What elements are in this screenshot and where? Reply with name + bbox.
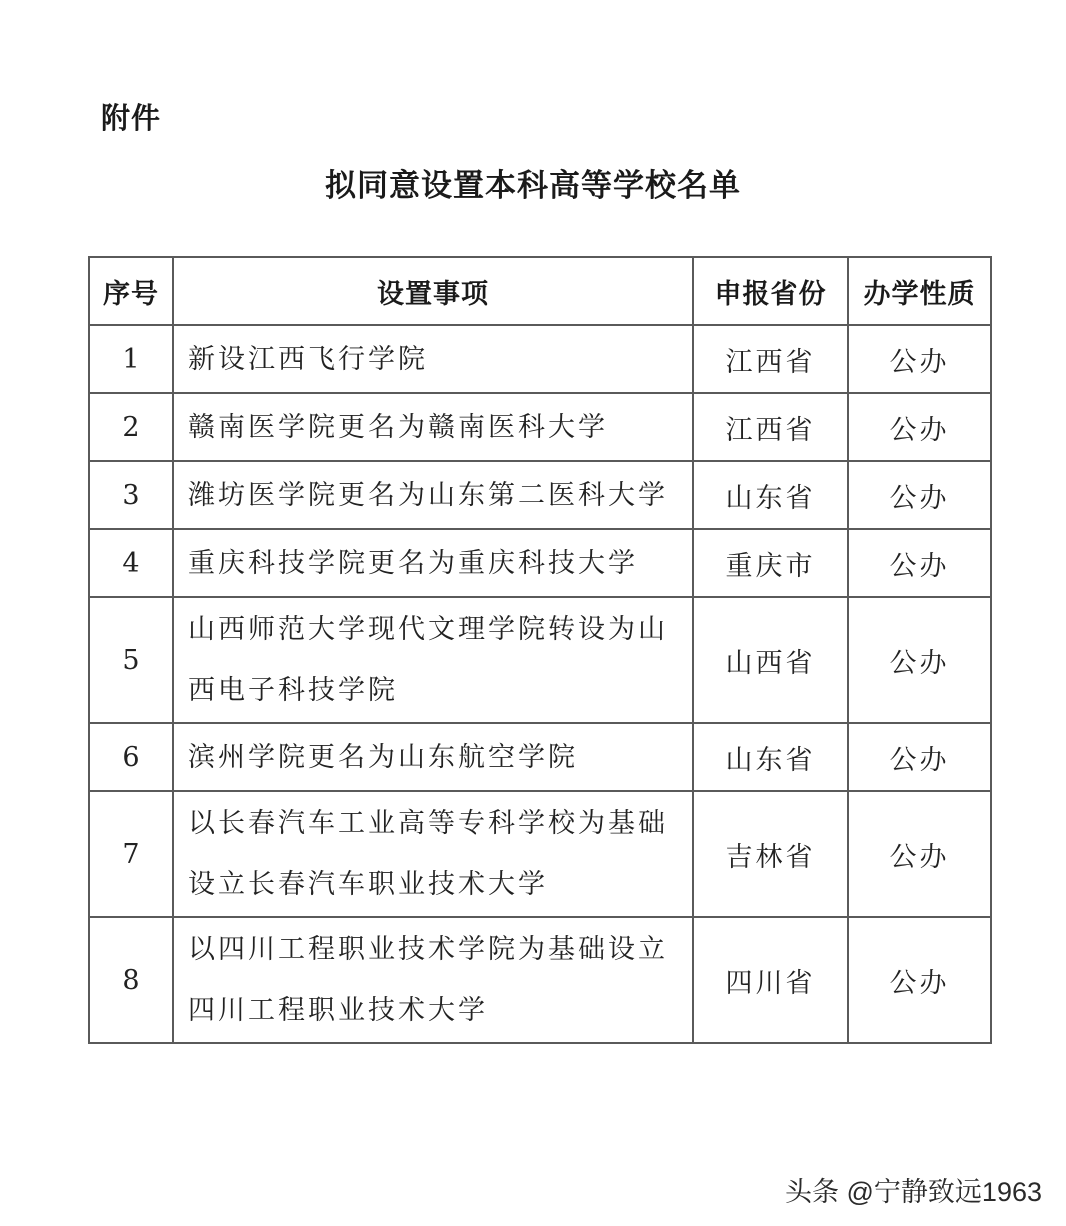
cell-nature: 公办 (848, 325, 991, 393)
cell-province: 江西省 (693, 325, 848, 393)
cell-nature: 公办 (848, 461, 991, 529)
watermark: 头条 @宁静致远1963 (785, 1177, 1042, 1207)
table-row (89, 723, 991, 791)
header-seq: 序号 (89, 257, 173, 325)
table-header-row (89, 257, 991, 325)
document-title: 拟同意设置本科高等学校名单 (325, 168, 741, 204)
header-item: 设置事项 (173, 257, 693, 325)
cell-item: 以长春汽车工业高等专科学校为基础设立长春汽车职业技术大学 (173, 791, 693, 917)
cell-seq: 3 (89, 461, 173, 529)
cell-province: 山东省 (693, 723, 848, 791)
table-row (89, 325, 991, 393)
school-list-table (88, 256, 992, 1044)
cell-seq: 6 (89, 723, 173, 791)
cell-nature: 公办 (848, 597, 991, 723)
attachment-label: 附件 (101, 101, 162, 135)
cell-province: 四川省 (693, 917, 848, 1043)
cell-nature: 公办 (848, 723, 991, 791)
cell-seq: 7 (89, 791, 173, 917)
cell-province: 重庆市 (693, 529, 848, 597)
cell-item: 以四川工程职业技术学院为基础设立四川工程职业技术大学 (173, 917, 693, 1043)
cell-nature: 公办 (848, 529, 991, 597)
table-row (89, 917, 991, 1043)
cell-province: 吉林省 (693, 791, 848, 917)
cell-item: 新设江西飞行学院 (173, 325, 693, 393)
table-row (89, 529, 991, 597)
cell-nature: 公办 (848, 917, 991, 1043)
cell-seq: 5 (89, 597, 173, 723)
cell-item: 滨州学院更名为山东航空学院 (173, 723, 693, 791)
table-row (89, 791, 991, 917)
cell-nature: 公办 (848, 393, 991, 461)
cell-seq: 4 (89, 529, 173, 597)
cell-nature: 公办 (848, 791, 991, 917)
cell-item: 山西师范大学现代文理学院转设为山西电子科技学院 (173, 597, 693, 723)
table-row (89, 597, 991, 723)
cell-seq: 1 (89, 325, 173, 393)
cell-seq: 8 (89, 917, 173, 1043)
table-row (89, 393, 991, 461)
table-row (89, 461, 991, 529)
cell-item: 重庆科技学院更名为重庆科技大学 (173, 529, 693, 597)
cell-province: 山东省 (693, 461, 848, 529)
cell-province: 山西省 (693, 597, 848, 723)
cell-seq: 2 (89, 393, 173, 461)
cell-item: 赣南医学院更名为赣南医科大学 (173, 393, 693, 461)
cell-item: 潍坊医学院更名为山东第二医科大学 (173, 461, 693, 529)
header-nature: 办学性质 (848, 257, 991, 325)
header-province: 申报省份 (693, 257, 848, 325)
cell-province: 江西省 (693, 393, 848, 461)
